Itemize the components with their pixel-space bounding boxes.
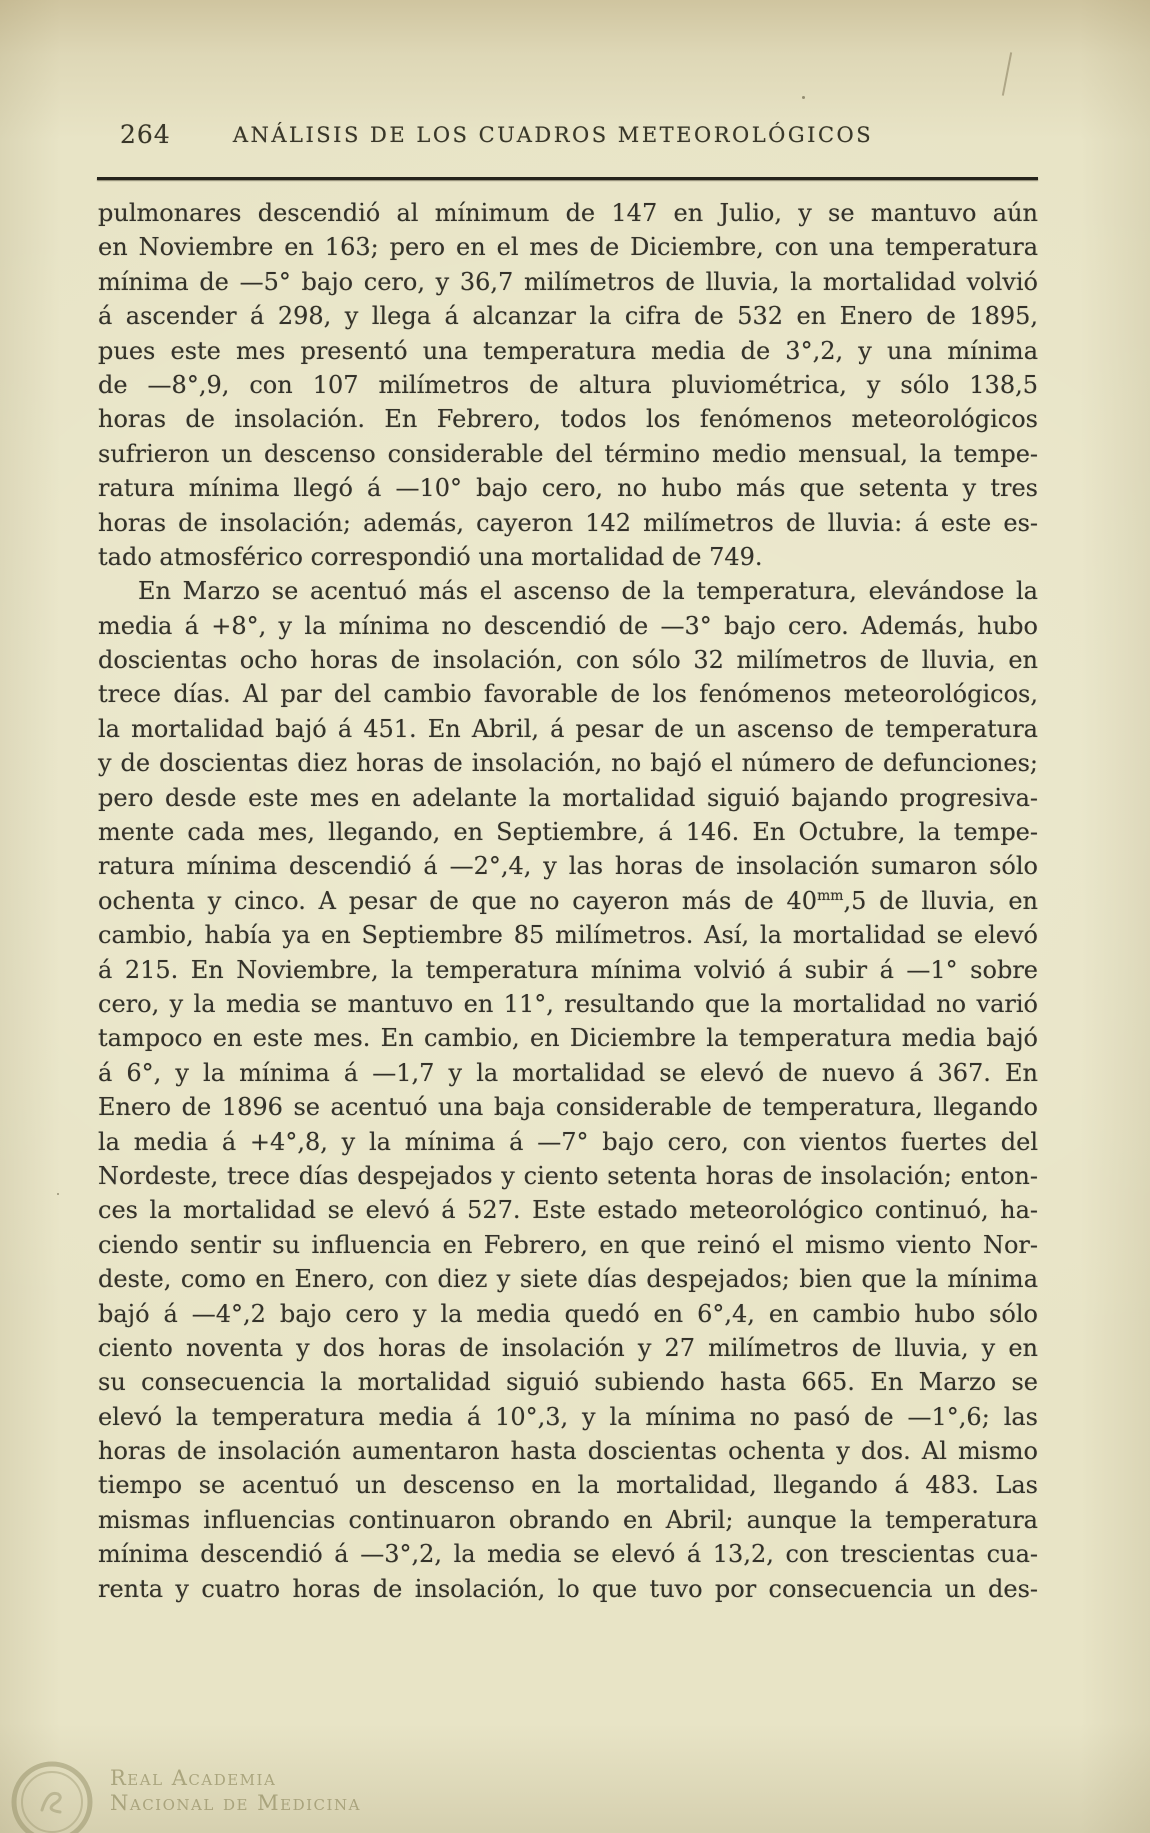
text-line: pues este mes presentó una temperatura media de 3°,2, y una mínima bbox=[98, 336, 1038, 365]
text-line: á 6°, y la mínima á —1,7 y la mortalidad se elevó de nuevo á 367. En bbox=[98, 1058, 1038, 1087]
library-stamp-line1: Real Academia bbox=[110, 1766, 277, 1790]
library-stamp bbox=[6, 1752, 426, 1833]
text-line: á ascender á 298, y llega á alcanzar la cifra de 532 en Enero de 1895, bbox=[98, 302, 1038, 331]
text-line: horas de insolación; además, cayeron 142 milímetros de lluvia: á este es- bbox=[98, 508, 1038, 537]
text-line: pulmonares descendió al mínimum de 147 en Julio, y se mantuvo aún bbox=[98, 199, 1038, 227]
text-line: En Marzo se acentuó más el ascenso de la temperatura, elevándose la bbox=[138, 577, 1038, 606]
text-line: ochenta y cinco. A pesar de que no cayeron más de $40^{mm},5$ de lluvia, en bbox=[98, 886, 1038, 915]
text-line: tado atmosférico correspondió una mortalidad de 749. bbox=[98, 542, 763, 571]
text-line: mente cada mes, llegando, en Septiembre, á 146. En Octubre, la tempe- bbox=[98, 818, 1038, 847]
text-line: ciento noventa y dos horas de insolación y 27 milímetros de lluvia, y en bbox=[98, 1333, 1038, 1362]
text-line: en Noviembre en 163; pero en el mes de Diciembre, con una temperatura bbox=[98, 233, 1038, 262]
paper-speck bbox=[802, 96, 805, 99]
text-line: la mortalidad bajó á 451. En Abril, á pesar de un ascenso de temperatura bbox=[98, 714, 1038, 743]
text-line: ces la mortalidad se elevó á 527. Este estado meteorológico continuó, ha- bbox=[98, 1196, 1038, 1225]
text-line: doscientas ocho horas de insolación, con sólo 32 milímetros de lluvia, en bbox=[98, 646, 1038, 675]
text-line: y de doscientas diez horas de insolación, no bajó el número de defunciones; bbox=[98, 749, 1038, 778]
text-line: de —8°,9, con 107 milímetros de altura pluviométrica, y sólo 138,5 bbox=[98, 370, 1038, 399]
text-line: elevó la temperatura media á 10°,3, y la mínima no pasó de —1°,6; las bbox=[98, 1402, 1038, 1431]
scan-scratch-mark bbox=[1002, 52, 1012, 96]
text-line: pero desde este mes en adelante la mortalidad siguió bajando progresiva- bbox=[98, 783, 1038, 812]
library-seal-icon bbox=[10, 1760, 94, 1833]
text-line: media á +8°, y la mínima no descendió de —3° bajo cero. Además, hubo bbox=[98, 611, 1038, 640]
text-line: tiempo se acentuó un descenso en la mortalidad, llegando á 483. Las bbox=[98, 1471, 1038, 1500]
library-stamp-line2: Nacional de Medicina bbox=[110, 1791, 361, 1815]
text-line: mínima descendió á —3°,2, la media se elevó á 13,2, con trescientas cua- bbox=[98, 1540, 1038, 1569]
text-line: trece días. Al par del cambio favorable de los fenómenos meteorológicos, bbox=[98, 680, 1038, 709]
text-line: cero, y la media se mantuvo en 11°, resultando que la mortalidad no varió bbox=[98, 989, 1038, 1018]
text-line: sufrieron un descenso considerable del término medio mensual, la tempe- bbox=[98, 439, 1038, 468]
text-line: ratura mínima llegó á —10° bajo cero, no hubo más que setenta y tres bbox=[98, 474, 1038, 503]
text-line: ciendo sentir su influencia en Febrero, en que reinó el mismo viento Nor- bbox=[98, 1230, 1038, 1259]
text-line: bajó á —4°,2 bajo cero y la media quedó en 6°,4, en cambio hubo sólo bbox=[98, 1299, 1038, 1328]
body-text bbox=[98, 196, 1038, 1606]
header-rule bbox=[97, 177, 1038, 180]
page-number: 264 bbox=[120, 120, 171, 149]
running-header-title: ANÁLISIS DE LOS CUADROS METEOROLÓGICOS bbox=[232, 123, 874, 147]
text-line: mismas influencias continuaron obrando en Abril; aunque la temperatura bbox=[98, 1505, 1038, 1534]
text-line: horas de insolación. En Febrero, todos los fenómenos meteorológicos bbox=[98, 405, 1038, 434]
text-line: Nordeste, trece días despejados y ciento setenta horas de insolación; enton- bbox=[98, 1161, 1038, 1190]
paper-speck bbox=[57, 1193, 59, 1195]
page-header bbox=[98, 118, 1038, 154]
text-line: cambio, había ya en Septiembre 85 milímetros. Así, la mortalidad se elevó bbox=[98, 921, 1038, 950]
text-line: renta y cuatro horas de insolación, lo que tuvo por consecuencia un des- bbox=[98, 1574, 1038, 1603]
text-line: mínima de —5° bajo cero, y 36,7 milímetros de lluvia, la mortalidad volvió bbox=[98, 267, 1038, 296]
text-line: su consecuencia la mortalidad siguió subiendo hasta 665. En Marzo se bbox=[98, 1368, 1038, 1397]
text-line: tampoco en este mes. En cambio, en Diciembre la temperatura media bajó bbox=[98, 1024, 1038, 1053]
text-line: Enero de 1896 se acentuó una baja considerable de temperatura, llegando bbox=[98, 1093, 1038, 1122]
text-line: horas de insolación aumentaron hasta doscientas ochenta y dos. Al mismo bbox=[98, 1437, 1038, 1466]
text-line: deste, como en Enero, con diez y siete días despejados; bien que la mínima bbox=[98, 1265, 1038, 1294]
text-line: ratura mínima descendió á —2°,4, y las horas de insolación sumaron sólo bbox=[98, 852, 1038, 881]
library-stamp-text bbox=[110, 1766, 361, 1816]
text-line: á 215. En Noviembre, la temperatura mínima volvió á subir á —1° sobre bbox=[98, 955, 1038, 984]
text-line: la media á +4°,8, y la mínima á —7° bajo cero, con vientos fuertes del bbox=[98, 1127, 1038, 1156]
